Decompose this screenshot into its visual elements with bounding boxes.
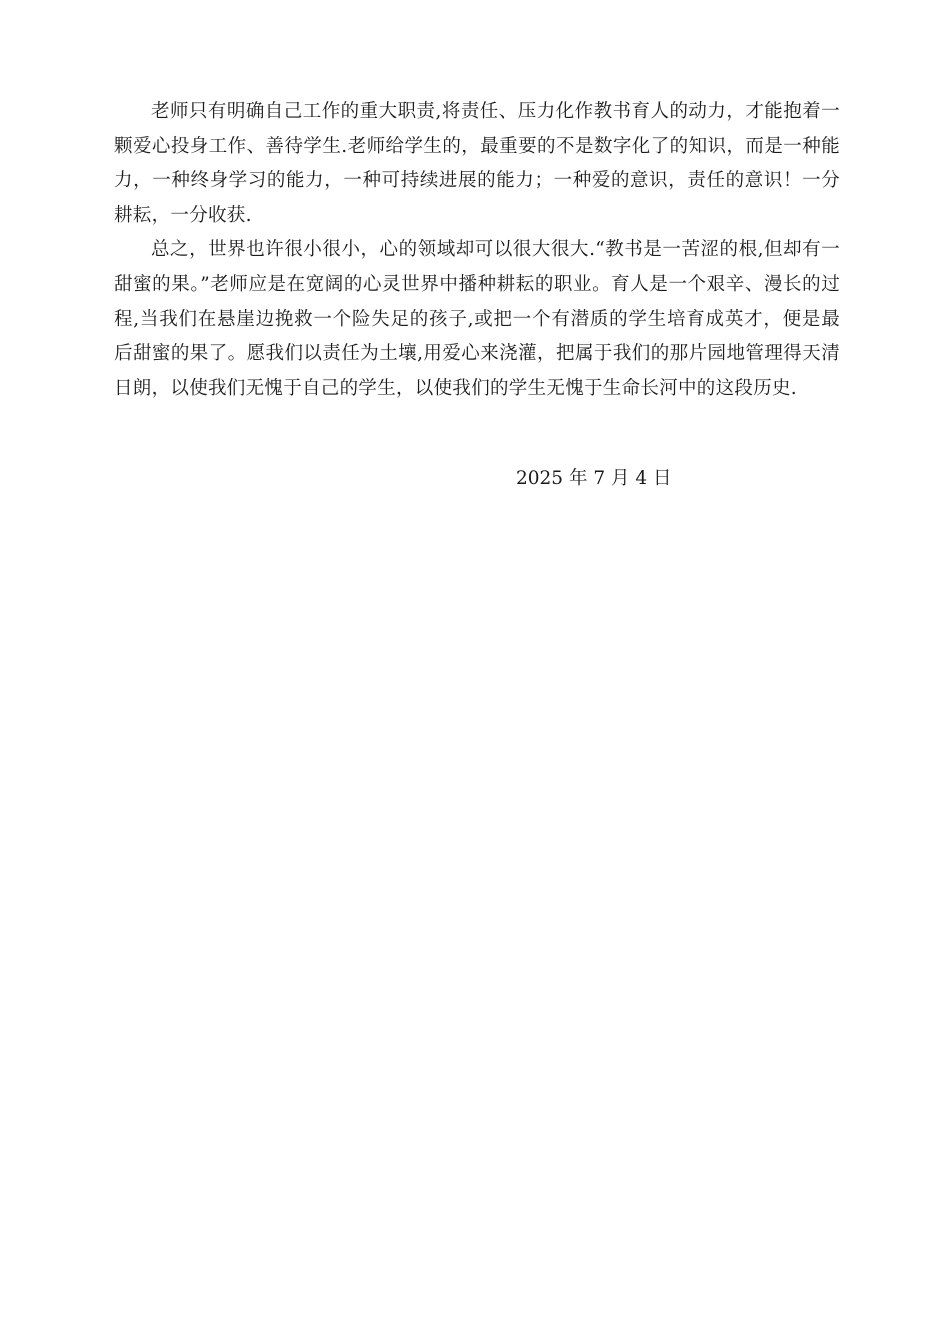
paragraph-responsibility: 老师只有明确自己工作的重大职责,将责任、压力化作教书育人的动力，才能抱着一颗爱心投身工作、善待学生.老师给学生的，最重要的不是数字化了的知识，而是一种能力，一种终身学习的能力，一种可持续进展的能力；一种爱的意识，责任的意识！一分耕耘，一分收获. [114, 101, 840, 226]
document-body [114, 95, 840, 406]
paragraph-conclusion: 总之，世界也许很小很小，心的领域却可以很大很大.“教书是一苦涩的根,但却有一甜蜜的果。”老师应是在宽阔的心灵世界中播种耕耘的职业。育人是一个艰辛、漫长的过程,当我们在悬崖边挽救一个险失足的孩子,或把一个有潜质的学生培育成英才，便是最后甜蜜的果了。愿我们以责任为土壤,用爱心来浇灌，把属于我们的那片园地管理得天清日朗，以使我们无愧于自己的学生，以使我们的学生无愧于生命长河中的这段历史. [114, 239, 840, 399]
document-date: 2025 年 7 月 4 日 [516, 468, 672, 489]
